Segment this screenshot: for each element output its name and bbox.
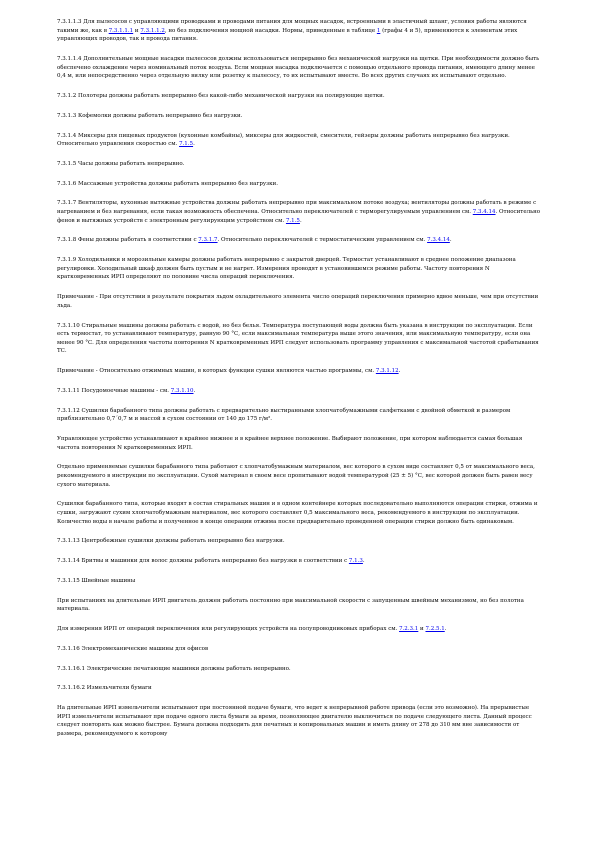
paragraph [57, 18, 543, 44]
paragraph [57, 645, 543, 654]
cross-reference-link[interactable]: 7.3.4.14 [472, 209, 496, 216]
paragraph-text: Управляющее устройство устанавливают в крайнее нижнее и в крайнее верхнее положение. Выбирают положение, при котором наблюдается самая большая частота повторения N кратковременных ИРП. [57, 436, 523, 451]
cross-reference-link[interactable]: 7.3.1.1.1 [108, 27, 134, 34]
paragraph-text: Сушилки барабанного типа, которые входят в состав стиральных машин и в одном контейнере которых последовательно выполняются операции стирки, отжима и сушки, загружают сухим хлопчатобумажным материалом, вес которого составляет 0,5 максимального веса, рекомендуемого в инструкции по эксплуатации. Количество воды в начале работы и полученное в конце операции отжима после предварительно проведенной операции стирки должно быть одинаковым. [57, 501, 538, 525]
paragraph-text: 7.3.1.13 Центробежные сушилки должны работать непрерывно без нагрузки. [57, 538, 285, 545]
paragraph-text: Отдельно применяемые сушилки барабанного типа работают с хлопчатобумажным материалом, вес которого в сухом виде составляет 0,5 от максимального веса, рекомендуемого в инструкции по эксплуатации. Сухой материал в своем весе пропитывают водой температурой (25 ± 5) °С, вес которой должен быть равен весу сухого материала. [57, 464, 535, 488]
paragraph-text: 7.3.1.16.1 Электрические печатающие машинки должны работать непрерывно. [57, 665, 291, 672]
cross-reference-link[interactable]: 7.1.5 [179, 141, 194, 148]
cross-reference-link[interactable]: 7.3.1.10 [170, 387, 194, 394]
paragraph-text: . [449, 237, 452, 244]
paragraph [57, 704, 543, 738]
paragraph [57, 112, 543, 121]
paragraph-text: 7.3.1.1.3 Для пылесосов с управляющими проводками и проводами питания для мощных насадок, встроенными в эластичный шланг, условия работы являются такими же, как в [57, 19, 527, 34]
paragraph [57, 557, 543, 566]
paragraph [57, 293, 543, 310]
paragraph-text: 7.3.1.2 Полотеры должны работать непрерывно без какой-либо механической нагрузки на полирующие щетки. [57, 92, 385, 99]
paragraph-text: 7.3.1.6 Массажные устройства должны работать непрерывно без нагрузки. [57, 180, 278, 187]
paragraph [57, 180, 543, 189]
paragraph [57, 236, 543, 245]
paragraph-text: . [193, 387, 196, 394]
paragraph-text: . [362, 558, 365, 565]
paragraph-text: При испытаниях на длительные ИРП двигатель должен работать постоянно при максимальной скорости с запущенным швейным механизмом, но без полотна материала. [57, 597, 524, 613]
paragraph-text: 7.3.1.9 Холодильники и морозильные камеры должны работать непрерывно с закрытой дверцей. Термостат устанавливают в среднее положение диапазона регулировки. Холодильный шкаф должен быть пустым и не нагрет. Измерения проводят в установившемся режиме работы. Частоту повторения N кратковременных ИРП определяют по половине числа операций переключения. [57, 257, 516, 281]
paragraph-text: и [418, 626, 426, 633]
cross-reference-link[interactable]: 7.1.5 [285, 217, 300, 224]
cross-reference-link[interactable]: 7.3.1.12 [375, 368, 399, 375]
cross-reference-link[interactable]: 7.3.4.14 [427, 237, 450, 244]
paragraph-text: На длительные ИРП измельчители испытывают при постоянной подаче бумаги, что ведет к непрерывной работе привода (если это возможно). На прерывистые ИРП измельчители испытывают при подаче одного листа бумаги за время, позволяющее двигателю выключиться по подаче следующего листа. Данный процесс следует повторять как можно быстрее. Бумага должна подходить для печатных и копировальных машин и иметь длину от 278 до 310 мм вне зависимости от размера, рекомендуемого к которому [57, 705, 532, 737]
paragraph-text: 7.3.1.3 Кофемолки должны работать непрерывно без нагрузки. [57, 112, 243, 119]
paragraph-text: 7.3.1.4 Миксеры для пищевых продуктов (кухонные комбайны), миксеры для жидкостей, смесители, гейзеры должны работать непрерывно без нагрузки. Относительно управления скоростью см. [57, 132, 510, 148]
paragraph [57, 537, 543, 546]
paragraph-text: (графы 4 и 5), применяются к элементам этих управляющих проводов, так и провода питания. [57, 27, 518, 43]
cross-reference-link[interactable]: 1 [376, 27, 381, 34]
paragraph [57, 199, 543, 225]
paragraph [57, 500, 543, 526]
cross-reference-link[interactable]: 7.1.3 [348, 558, 363, 565]
paragraph-text: . [299, 217, 302, 224]
paragraph [57, 92, 543, 101]
cross-reference-link[interactable]: 7.2.5.1 [425, 626, 445, 633]
cross-reference-link[interactable]: 7.3.1.1.2 [140, 27, 165, 34]
paragraph [57, 435, 543, 452]
paragraph-text: Для измерения ИРП от операций переключения или регулирующих устройств на полупроводниковых приборах см. [57, 626, 400, 633]
paragraph-text: . [193, 141, 195, 148]
paragraph [57, 367, 543, 376]
paragraph-text: 7.3.1.1.4 Дополнительные мощные насадки пылесосов должны использоваться непрерывно без механической нагрузки на щетки. При необходимости должно быть обеспечено охлаждение через номинальный поток воздуха. Если мощная насадка подключается с помощью отдельного провода питания, имеющего длину менее 0,4 м, или непосредственно через отдельную вилку или розетку к пылесосу, то их испытывают вместе. Во всех других случаях их испытывают отдельно. [57, 55, 540, 80]
paragraph [57, 625, 543, 634]
paragraph-text: , но без подключения мощной насадки. Нормы, приведенные в таблице [164, 27, 377, 34]
cross-reference-link[interactable]: 7.3.1.7 [198, 237, 218, 244]
paragraph-text: 7.3.1.7 Вентиляторы, кухонные вытяжные устройства должны работать непрерывно при максимальном потоке воздуха; вентиляторы должны работать в режиме с нагреванием и без нагревания, если такая возможность обеспечена. Относительно переключателей с терморегулируемым управлением см. [57, 200, 537, 216]
paragraph [57, 256, 543, 282]
paragraph [57, 684, 543, 693]
paragraph [57, 597, 543, 614]
paragraph-text: . Относительно переключателей с термостатическим управлением см. [217, 237, 428, 244]
paragraph-text: 7.3.1.15 Швейные машины [57, 577, 136, 584]
paragraph [57, 132, 543, 149]
paragraph-text: и [133, 27, 141, 34]
paragraph [57, 463, 543, 489]
paragraph-text: 7.3.1.5 Часы должны работать непрерывно. [57, 160, 185, 167]
paragraph-text: Примечание - Относительно отжимных машин, в которых функции сушки являются частью программы, см. [57, 368, 376, 375]
paragraph [57, 665, 543, 674]
paragraph-text: Примечание - При отсутствии в результате покрытия льдом охладительного элемента число операций переключения примерно вдвое меньше, чем при отсутствии льда. [57, 294, 539, 309]
paragraph [57, 322, 543, 356]
paragraph-text: . [444, 626, 447, 633]
paragraph-text: 7.3.1.16.2 Измельчители бумаги [57, 685, 152, 692]
paragraph-text: 7.3.1.14 Бритвы и машинки для волос должны работать непрерывно без нагрузки в соответствии с [57, 558, 349, 565]
paragraph-text: 7.3.1.12 Сушилки барабанного типа должны работать с предварительно выстиранными хлопчатобумажными салфетками с двойной обметкой и размером приблизительно 0,7´0,7 м и массой в сухом состоянии от 140 до 175 г/м². [57, 407, 511, 423]
cross-reference-link[interactable]: 7.2.3.1 [399, 626, 419, 633]
paragraph [57, 407, 543, 424]
paragraph [57, 55, 543, 81]
paragraph-text: 7.3.1.8 Фены должны работать в соответствии с [57, 237, 199, 244]
paragraph-text: 7.3.1.11 Посудомоечные машины - см. [57, 387, 171, 394]
paragraph [57, 160, 543, 169]
paragraph-text: 7.3.1.16 Электромеханические машины для офисов [57, 645, 209, 652]
paragraph-text: 7.3.1.10 Стиральные машины должны работать с водой, но без белья. Температура поступающей воды должна быть указана в инструкции по эксплуатации. Если есть термостат, то устанавливают температуру, равную 90 °С, если максимальная температура выше этого значения, или максимальную температуру, если она менее 90 °С. Для определения частоты повторения N кратковременных ИРП следует использовать программу управления с максимальной частотой срабатывания ТС. [57, 322, 539, 355]
paragraph [57, 577, 543, 586]
paragraph-text: . Относительно фенов и вытяжных устройств с электронным регулирующим устройством см. [57, 209, 541, 224]
paragraph [57, 387, 543, 396]
paragraph-text: . [398, 368, 401, 375]
